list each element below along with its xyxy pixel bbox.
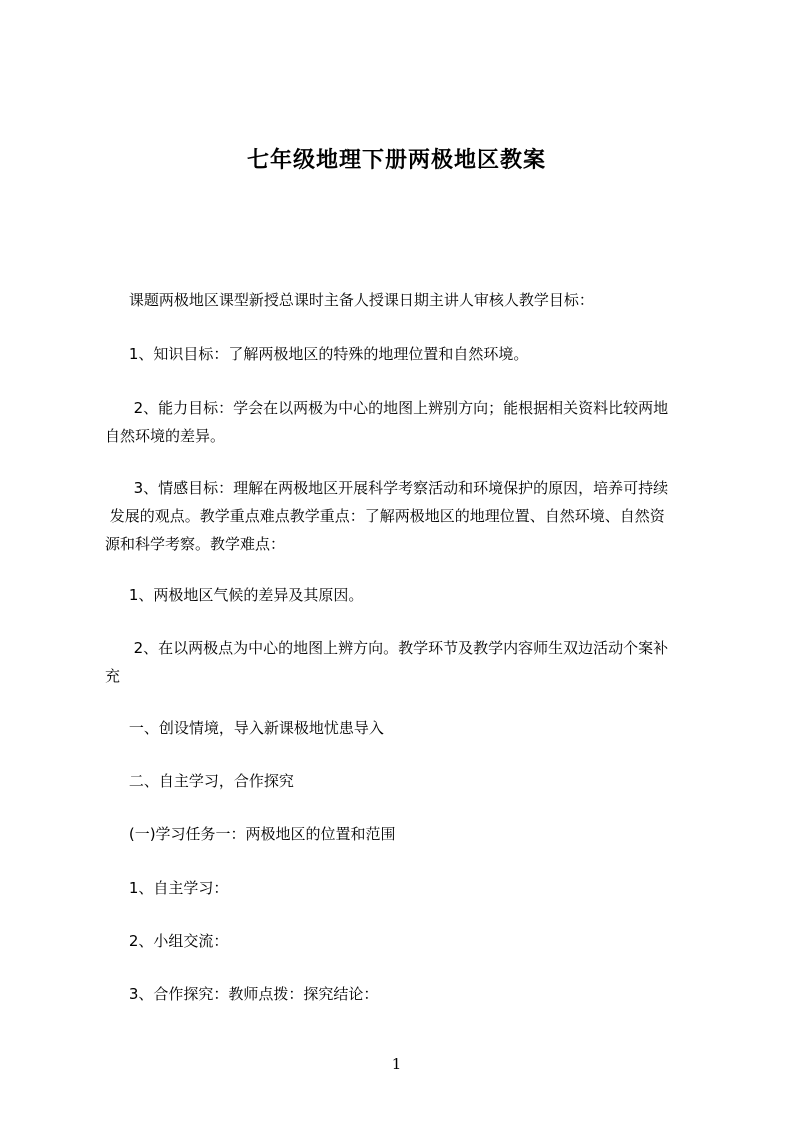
paragraph-line: 一、创设情境，导入新课极地忧患导入 (105, 719, 384, 737)
paragraph-line: 2、小组交流： (105, 932, 229, 950)
paragraph-line: 自然环境的差异。 (105, 427, 226, 445)
paragraph-lesson-info (105, 286, 715, 314)
paragraph-line: 3、合作探究：教师点拨：探究结论： (105, 985, 379, 1003)
paragraph-line: 二、自主学习，合作探究 (105, 772, 294, 790)
document-title: 七年级地理下册两极地区教案 (246, 148, 546, 173)
paragraph-line: 课题两极地区课型新授总课时主备人授课日期主讲人审核人教学目标： (105, 291, 594, 309)
paragraph-ability-goal (105, 394, 715, 450)
paragraph-step-3 (105, 980, 715, 1008)
paragraph-line: 3、情感目标：理解在两极地区开展科学考察活动和环境保护的原因，培养可持续 (105, 479, 669, 497)
paragraph-knowledge-goal (105, 340, 715, 368)
paragraph-difficulty-1 (105, 581, 715, 609)
paragraph-line: 2、在以两极点为中心的地图上辨方向。教学环节及教学内容师生双边活动个案补 (105, 639, 669, 657)
paragraph-line: 1、知识目标：了解两极地区的特殊的地理位置和自然环境。 (105, 345, 529, 363)
paragraph-step-1 (105, 874, 715, 902)
paragraph-task-1 (105, 820, 715, 848)
paragraph-line: 1、两极地区气候的差异及其原因。 (105, 586, 364, 604)
page-number: 1 (391, 1055, 402, 1073)
paragraph-line: 发展的观点。教学重点难点教学重点：了解两极地区的地理位置、自然环境、自然资 (105, 507, 665, 525)
paragraph-line: 充 (105, 667, 121, 685)
paragraph-line: 源和科学考察。教学难点： (105, 535, 286, 553)
paragraph-section-1 (105, 714, 715, 742)
paragraph-line: (一)学习任务一：两极地区的位置和范围 (105, 825, 396, 843)
paragraph-section-2 (105, 767, 715, 795)
paragraph-step-2 (105, 927, 715, 955)
paragraph-line: 1、自主学习： (105, 879, 229, 897)
paragraph-difficulty-2 (105, 634, 715, 690)
paragraph-emotion-goal (105, 474, 715, 558)
paragraph-line: 2、能力目标：学会在以两极为中心的地图上辨别方向；能根据相关资料比较两地 (105, 399, 669, 417)
